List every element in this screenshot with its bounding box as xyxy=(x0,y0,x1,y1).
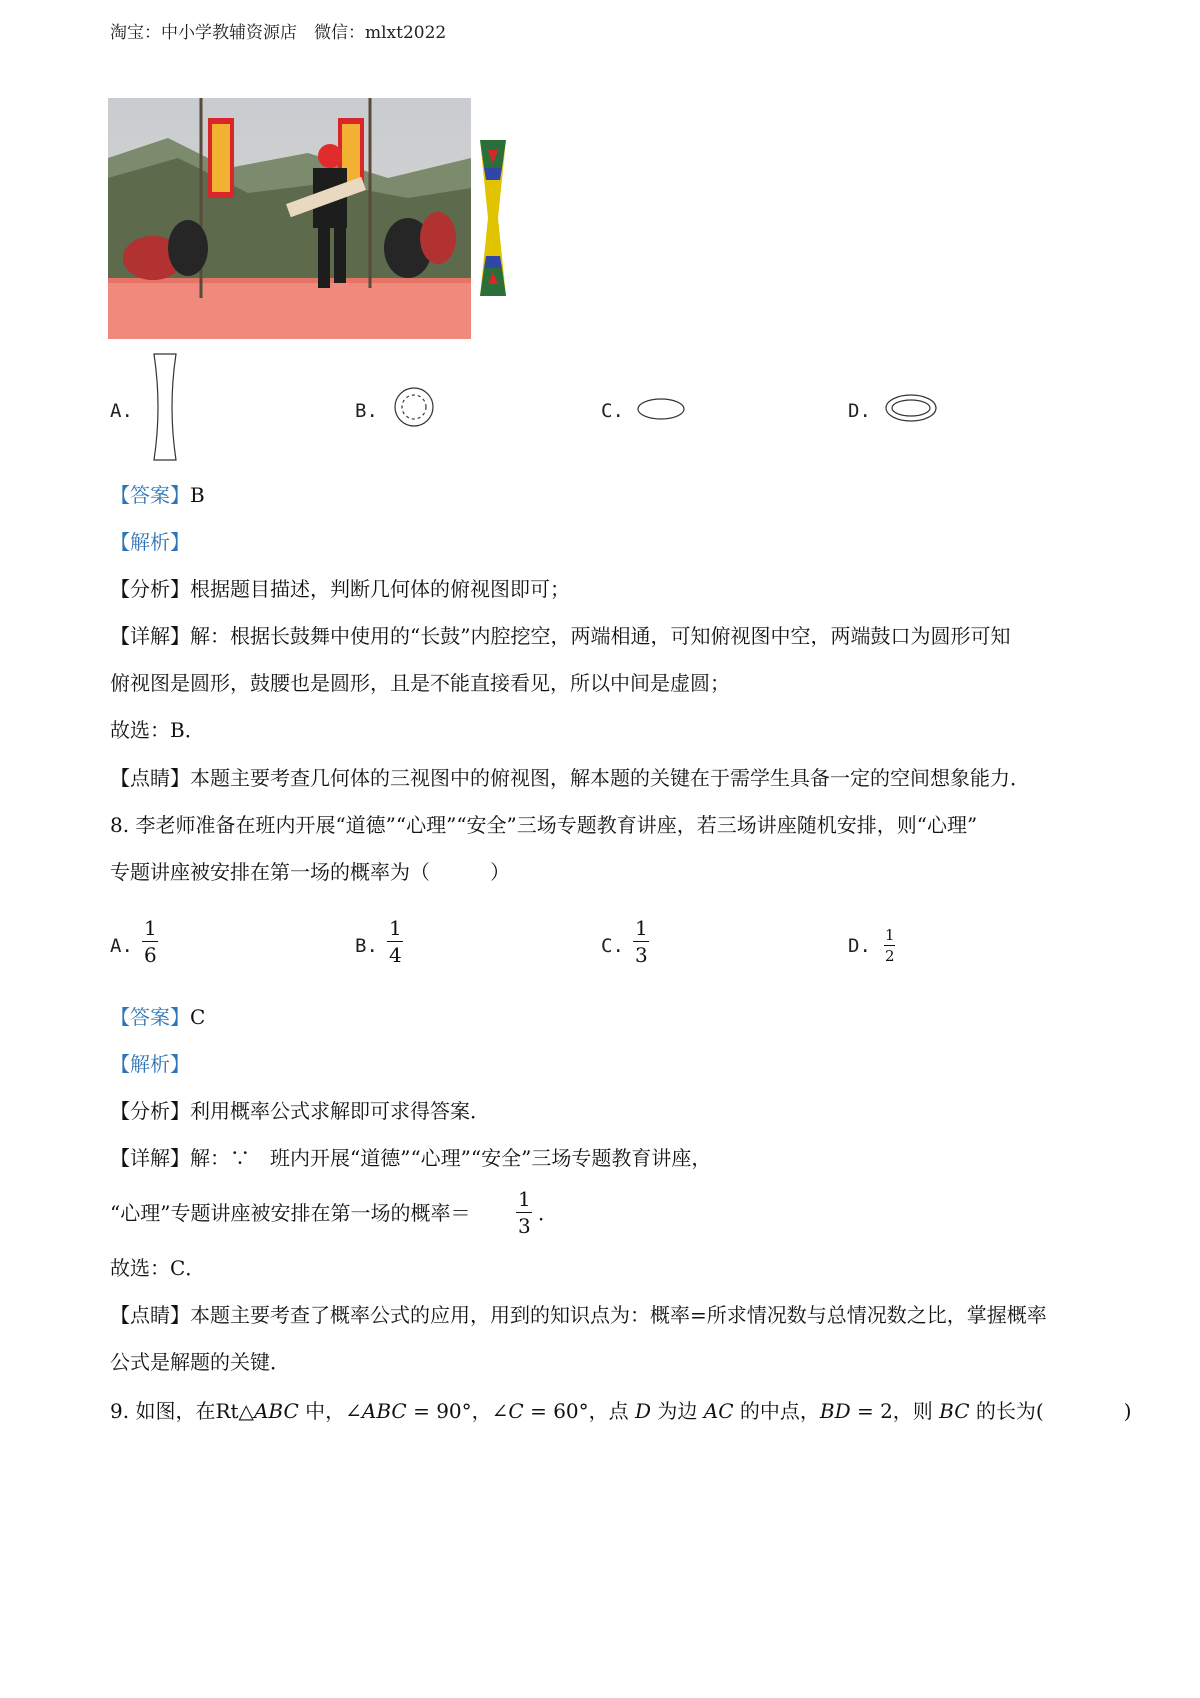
q8-option-b-label: B. xyxy=(355,935,378,957)
q7-xiangjie-line1: 【详解】解：根据长鼓舞中使用的“长鼓”内腔挖空，两端相通，可知俯视图中空，两端鼓口为圆形可知 xyxy=(110,624,1011,648)
q7-fenxi: 【分析】根据题目描述，判断几何体的俯视图即可； xyxy=(110,577,570,601)
q8-probability-line: “心理”专题讲座被安排在第一场的概率＝ xyxy=(110,1201,471,1225)
q7-jiexi-heading: 【解析】 xyxy=(110,530,190,554)
page-header: 淘宝：中小学教辅资源店 微信：mlxt2022 xyxy=(110,23,447,43)
q8-question-line1: 8. 李老师准备在班内开展“道德”“心理”“安全”三场专题教育讲座，若三场讲座随机安排，则“心理” xyxy=(110,813,978,837)
q8-jiexi-heading: 【解析】 xyxy=(110,1052,190,1076)
q7-answer: 【答案】B xyxy=(110,483,205,507)
q7-guxuan: 故选：B． xyxy=(110,718,205,742)
q7-option-a-label: A. xyxy=(110,400,133,422)
option-d-double-ellipse-icon xyxy=(884,393,938,427)
q7-option-b-label: B. xyxy=(355,400,378,422)
q8-dianjing-line2: 公式是解题的关键． xyxy=(110,1350,290,1374)
q8-option-c-fraction: 1 3 xyxy=(635,916,648,967)
q8-guxuan: 故选：C． xyxy=(110,1256,206,1280)
q8-probability-fraction: 1 3 xyxy=(518,1187,531,1238)
q8-option-d-fraction: 1 2 xyxy=(885,926,895,965)
q8-fenxi: 【分析】利用概率公式求解即可求得答案． xyxy=(110,1099,490,1123)
q8-answer: 【答案】C xyxy=(110,1005,206,1029)
q8-dianjing-line1: 【点睛】本题主要考查了概率公式的应用，用到的知识点为：概率=所求情况数与总情况数之比，掌握概率 xyxy=(110,1303,1047,1327)
q8-option-a-label: A. xyxy=(110,935,133,957)
q8-probability-end: ． xyxy=(538,1201,558,1225)
q8-option-d-label: D. xyxy=(848,935,871,957)
long-drum-dance-photo xyxy=(108,98,471,339)
option-a-side-view-shape xyxy=(152,352,178,466)
q7-option-d-label: D. xyxy=(848,400,871,422)
q8-option-a-fraction: 1 6 xyxy=(144,916,157,967)
q7-xiangjie-line2: 俯视图是圆形，鼓腰也是圆形，且是不能直接看见，所以中间是虚圆； xyxy=(110,671,730,695)
long-drum-icon xyxy=(478,138,508,298)
q7-option-c-label: C. xyxy=(601,400,624,422)
q8-xiangjie: 【详解】解：∵ 班内开展“道德”“心理”“安全”三场专题教育讲座， xyxy=(110,1146,712,1170)
option-b-circle-dashed-icon xyxy=(393,386,435,432)
option-c-ellipse-icon xyxy=(636,397,686,425)
q8-option-c-label: C. xyxy=(601,935,624,957)
q7-dianjing: 【点睛】本题主要考查几何体的三视图中的俯视图，解本题的关键在于需学生具备一定的空间想象能力． xyxy=(110,766,1030,790)
q9-question: 9. 如图，在Rt△ABC 中，∠ABC = 90°，∠C = 60°，点 D 为边 AC 的中点，BD = 2，则 BC 的长为( ) xyxy=(110,1399,1132,1423)
q8-option-b-fraction: 1 4 xyxy=(389,916,402,967)
q8-question-line2: 专题讲座被安排在第一场的概率为（ ） xyxy=(110,860,510,884)
